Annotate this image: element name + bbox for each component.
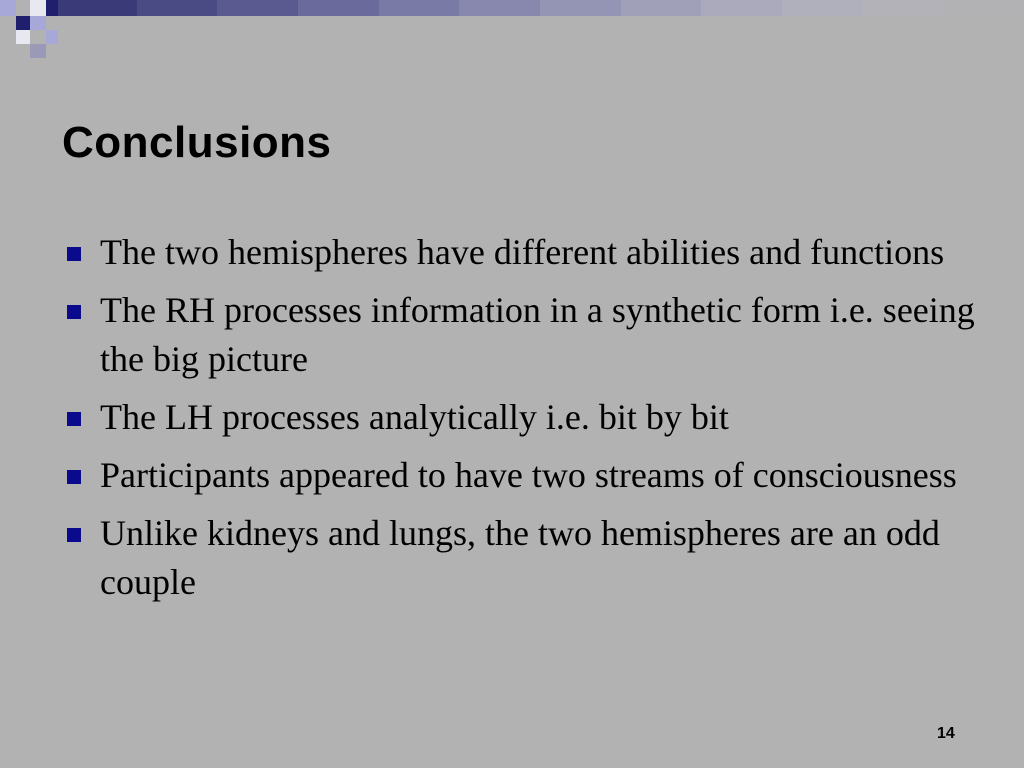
bullet-text: The LH processes analytically i.e. bit by bit bbox=[100, 397, 729, 437]
checker-square-decoration bbox=[30, 44, 46, 58]
slide-title: Conclusions bbox=[62, 118, 332, 167]
checker-square-decoration bbox=[0, 0, 16, 16]
bullet-text: The two hemispheres have different abilities and functions bbox=[100, 232, 945, 272]
square-bullet-icon bbox=[67, 528, 81, 542]
checker-squares-icon bbox=[16, 16, 30, 30]
square-bullet-icon bbox=[67, 305, 81, 319]
checker-square-decoration bbox=[46, 0, 58, 16]
checker-square-decoration bbox=[16, 30, 30, 44]
square-bullet-icon bbox=[67, 470, 81, 484]
bullet-text: Participants appeared to have two streams of consciousness bbox=[100, 455, 957, 495]
square-bullet-icon bbox=[67, 247, 81, 261]
bullet-text: Unlike kidneys and lungs, the two hemispheres are an odd couple bbox=[100, 513, 940, 602]
checker-square-decoration bbox=[30, 16, 46, 30]
checker-square-decoration bbox=[46, 30, 58, 44]
header-gradient-bar bbox=[56, 0, 1024, 16]
checker-square-decoration bbox=[30, 0, 46, 16]
bullet-text: The RH processes information in a synthetic form i.e. seeing the big picture bbox=[100, 290, 975, 379]
bullet-item bbox=[64, 451, 984, 500]
bullet-item bbox=[64, 228, 984, 277]
bullet-item bbox=[64, 286, 984, 384]
page-number: 14 bbox=[937, 725, 955, 742]
square-bullet-icon bbox=[67, 412, 81, 426]
bullet-list bbox=[64, 228, 984, 616]
header-decoration bbox=[0, 0, 1024, 16]
bullet-item bbox=[64, 509, 984, 607]
bullet-item bbox=[64, 393, 984, 442]
